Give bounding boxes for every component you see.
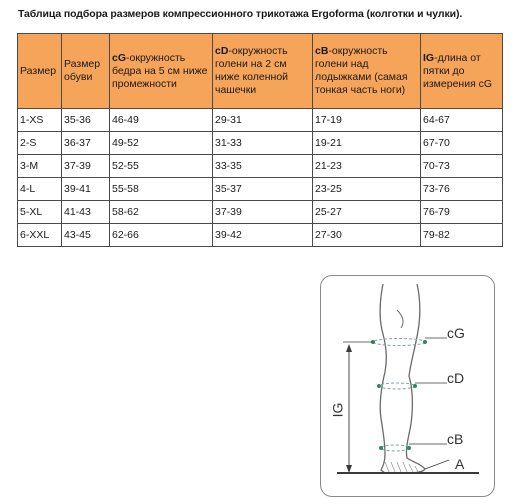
leg-measurement-diagram: [320, 275, 495, 497]
cell-cd: 33-35: [213, 155, 313, 178]
cell-size: 4-L: [18, 178, 62, 201]
table-row: [18, 178, 503, 201]
table-header-row: [18, 34, 503, 109]
header-cb: cB-окружность голени над лодыжками (самая тонкая часть ноги): [313, 34, 421, 109]
cell-shoe-size: 39-41: [62, 178, 110, 201]
cell-cb: 27-30: [313, 224, 421, 247]
cell-cd: 35-37: [213, 178, 313, 201]
cell-size: 5-XL: [18, 201, 62, 224]
cell-cg: 58-62: [110, 201, 213, 224]
cell-cd: 37-39: [213, 201, 313, 224]
cell-size: 6-XXL: [18, 224, 62, 247]
cell-cd: 31-33: [213, 132, 313, 155]
cell-shoe-size: 36-37: [62, 132, 110, 155]
header-shoe-size: Размер обуви: [62, 34, 110, 109]
table-row: [18, 224, 503, 247]
label-cd: cD: [447, 370, 465, 386]
table-row: [18, 109, 503, 132]
cell-cg: 46-49: [110, 109, 213, 132]
cell-size: 2-S: [18, 132, 62, 155]
cell-cg: 62-66: [110, 224, 213, 247]
header-cd: cD-окружность голени на 2 см ниже коленной чашечки: [213, 34, 313, 109]
cell-cg: 55-58: [110, 178, 213, 201]
cell-ig: 73-76: [421, 178, 503, 201]
label-ig: IG: [329, 402, 346, 418]
header-size: Размер: [18, 34, 62, 109]
table-row: [18, 201, 503, 224]
cell-ig: 76-79: [421, 201, 503, 224]
cell-cd: 29-31: [213, 109, 313, 132]
label-cg: cG: [447, 325, 465, 341]
table-row: [18, 132, 503, 155]
cell-ig: 79-82: [421, 224, 503, 247]
cell-cd: 39-42: [213, 224, 313, 247]
cell-cb: 25-27: [313, 201, 421, 224]
cell-cb: 23-25: [313, 178, 421, 201]
cell-shoe-size: 43-45: [62, 224, 110, 247]
table-row: [18, 155, 503, 178]
cell-cb: 17-19: [313, 109, 421, 132]
cell-ig: 70-73: [421, 155, 503, 178]
cell-shoe-size: 37-39: [62, 155, 110, 178]
cell-shoe-size: 35-36: [62, 109, 110, 132]
foot-hatch: [385, 462, 418, 472]
header-cg: cG-окружность бедра на 5 см ниже промежности: [110, 34, 213, 109]
cell-cg: 52-55: [110, 155, 213, 178]
cell-size: 1-XS: [18, 109, 62, 132]
knee-line: [397, 310, 403, 328]
label-cb: cB: [447, 431, 464, 447]
leg-outline: [380, 284, 425, 473]
page-title: Таблица подбора размеров компрессионного трикотажа Ergoforma (колготки и чулки).: [18, 8, 463, 20]
cell-cg: 49-52: [110, 132, 213, 155]
cell-ig: 67-70: [421, 132, 503, 155]
cg-ring: [373, 339, 425, 346]
cell-size: 3-M: [18, 155, 62, 178]
size-table: [17, 33, 503, 247]
cell-cb: 19-21: [313, 132, 421, 155]
header-ig: IG-длина от пятки до измерения cG: [421, 34, 503, 109]
cell-cb: 21-23: [313, 155, 421, 178]
cd-ring: [379, 383, 415, 389]
label-a: A: [455, 456, 465, 472]
cell-ig: 64-67: [421, 109, 503, 132]
cell-shoe-size: 41-43: [62, 201, 110, 224]
